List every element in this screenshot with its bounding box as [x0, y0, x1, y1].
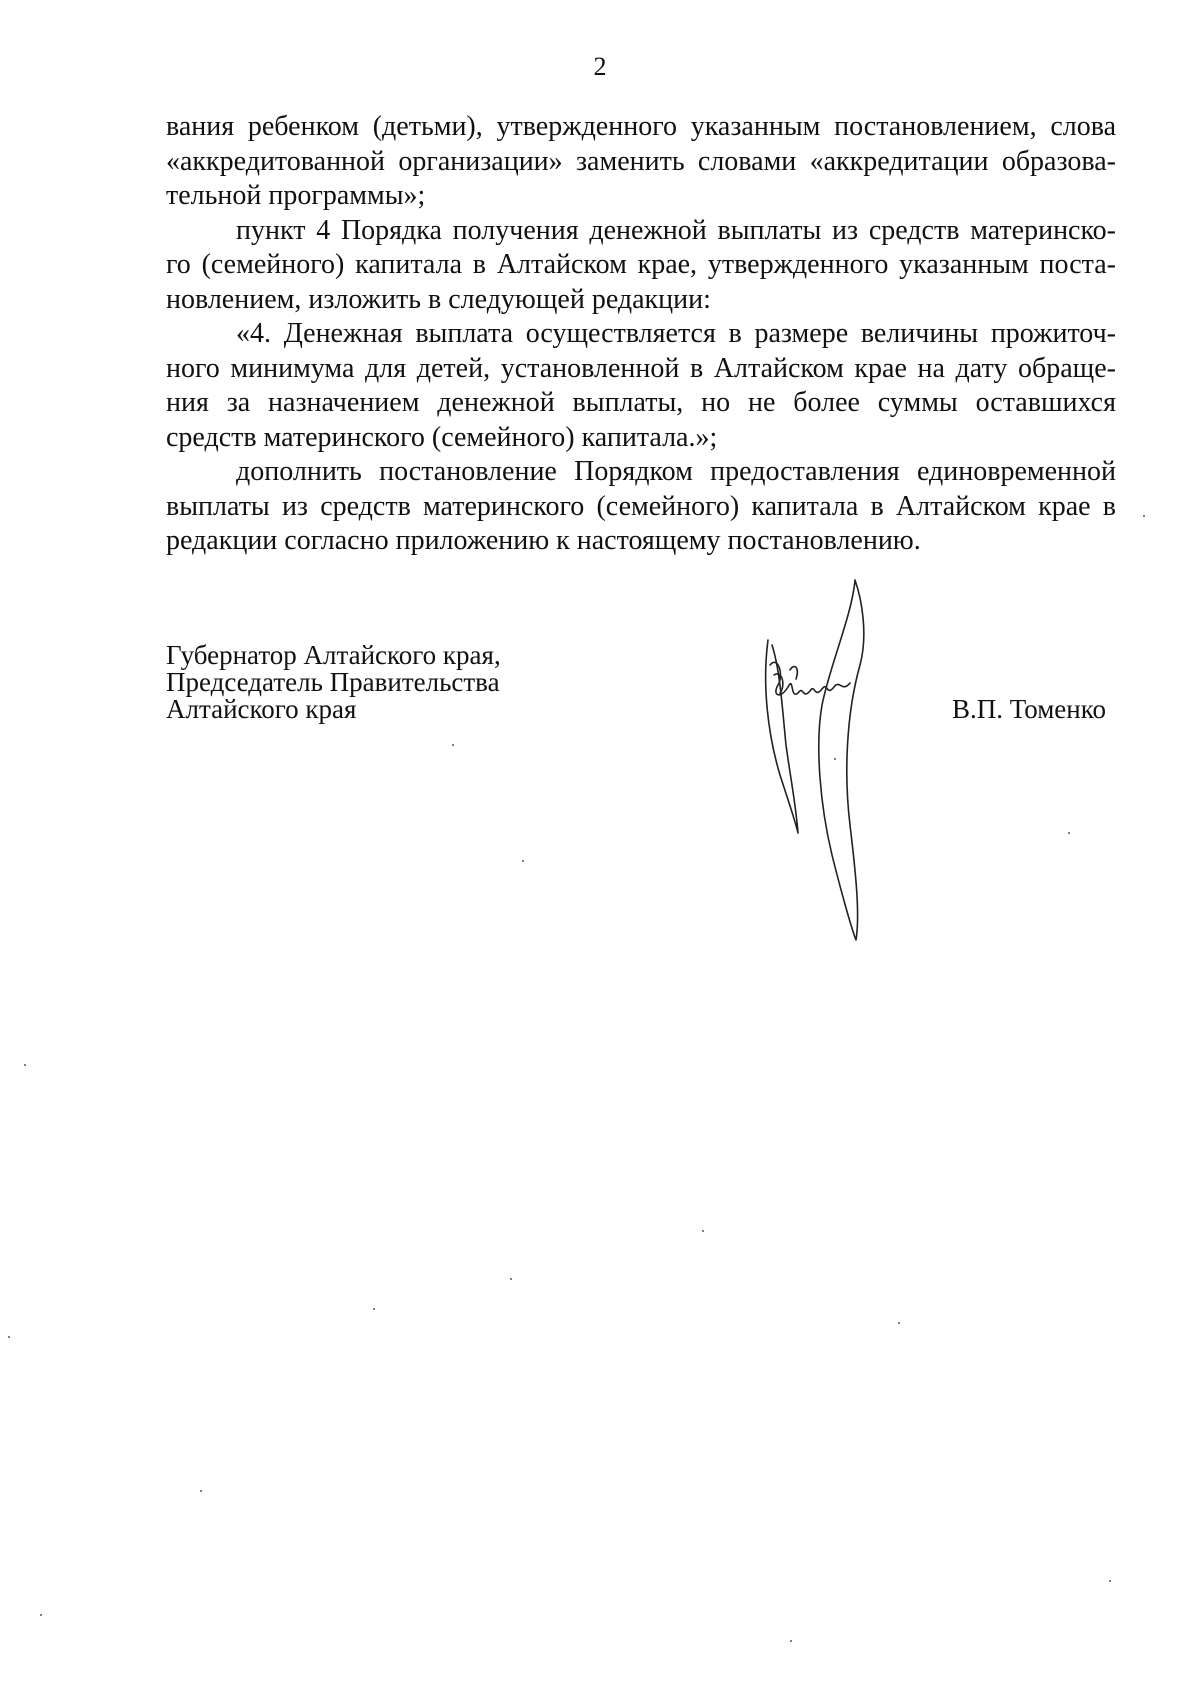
signatory-name: В.П. Томенко [952, 694, 1106, 724]
scan-speck [40, 1614, 42, 1616]
text-line-7: «4. Денежная выплата осуществляется в размере величины прожиточ- [236, 318, 1116, 349]
scan-speck [522, 860, 524, 862]
scan-speck [510, 1278, 512, 1280]
scan-speck [8, 1336, 10, 1338]
text-line-9: ния за назначением денежной выплаты, но не более суммы оставшихся [166, 387, 1116, 418]
text-line-2: «аккредитованной организации» заменить словами «аккредитации образова- [166, 145, 1116, 177]
text-line-4: пункт 4 Порядка получения денежной выплаты из средств материнско- [236, 214, 1116, 246]
text-line-11: дополнить постановление Порядком предоставления единовременной [236, 456, 1116, 487]
scan-speck [898, 1322, 900, 1324]
text-line-1: вания ребенком (детьми), утвержденного указанным постановлением, слова [166, 111, 1116, 142]
signatory-title [166, 642, 501, 723]
scan-speck [702, 1230, 704, 1232]
text-line-10: средств материнского (семейного) капитала.»; [166, 421, 718, 453]
handwritten-signature [760, 575, 930, 945]
scan-speck [200, 1490, 202, 1492]
text-line-5: го (семейного) капитала в Алтайском крае, утвержденного указанным поста- [166, 249, 1116, 280]
scan-speck [834, 758, 836, 760]
signatory-title-line-1: Губернатор Алтайского края, [166, 640, 501, 670]
text-line-12: выплаты из средств материнского (семейного) капитала в Алтайском крае в [166, 490, 1116, 522]
scan-speck [373, 1308, 375, 1310]
body-text [166, 110, 1116, 559]
page-number: 2 [593, 52, 607, 81]
scan-speck [24, 1064, 26, 1066]
text-line-3: тельной программы»; [166, 180, 426, 211]
text-line-8: ного минимума для детей, установленной в Алтайском крае на дату обраще- [166, 352, 1116, 384]
scan-speck [1109, 1580, 1111, 1582]
scan-speck [1068, 832, 1070, 834]
text-line-13: редакции согласно приложению к настоящему постановлению. [166, 525, 921, 556]
scan-speck [790, 1640, 792, 1642]
signatory-title-line-2: Председатель Правительства [166, 667, 500, 697]
scan-speck [452, 744, 454, 746]
signatory-title-line-3: Алтайского края [166, 694, 357, 724]
scan-speck [1143, 515, 1145, 517]
text-line-6: новлением, изложить в следующей редакции: [166, 283, 711, 315]
